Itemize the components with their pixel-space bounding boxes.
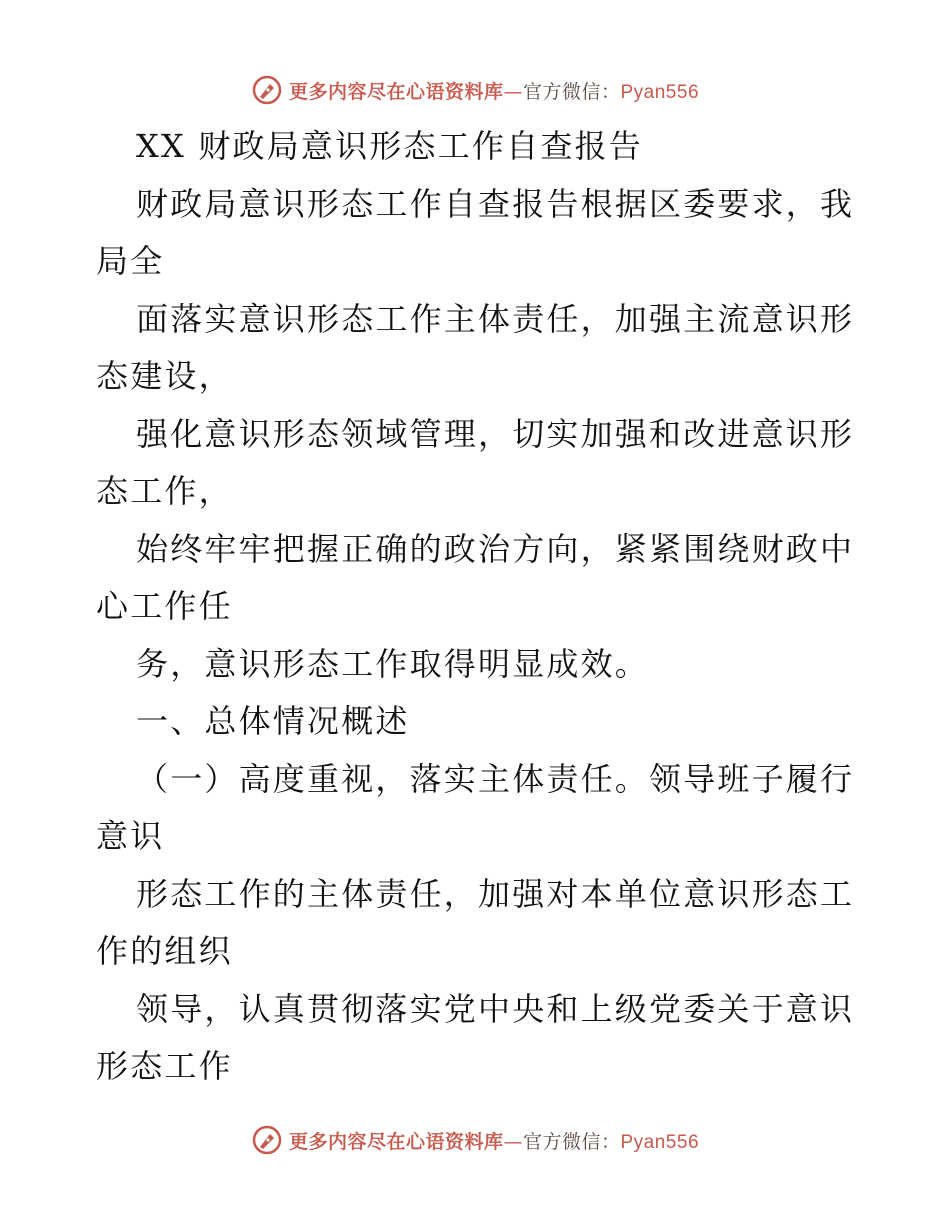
text-line: 局全 <box>96 242 165 280</box>
watermark-wechat-account: Pyan556 <box>620 81 700 103</box>
text-line: 一、总体情况概述 <box>136 702 410 740</box>
watermark-promo: 更多内容尽在心语资料库 <box>288 1130 504 1153</box>
text-line: XX 财政局意识形态工作自查报告 <box>136 127 643 165</box>
footer-watermark <box>0 1120 950 1160</box>
pen-nib-logo-icon <box>251 74 283 106</box>
watermark-promo: 更多内容尽在心语资料库 <box>288 80 504 103</box>
pen-nib-logo-icon <box>251 1124 283 1156</box>
watermark-wechat-account: Pyan556 <box>620 1131 700 1153</box>
text-line: 形态工作 <box>96 1047 233 1085</box>
text-line: 态建设， <box>96 357 233 395</box>
watermark-wechat-label: 官方微信： <box>522 1130 621 1153</box>
text-line: 强化意识形态领域管理，切实加强和改进意识形 <box>136 414 855 453</box>
text-line: 态工作， <box>96 472 233 510</box>
text-line: 形态工作的主体责任，加强对本单位意识形态工 <box>136 874 855 913</box>
text-line: 面落实意识形态工作主体责任，加强主流意识形 <box>136 299 855 338</box>
text-line: 意识 <box>96 817 165 855</box>
header-watermark <box>0 70 950 110</box>
watermark-text <box>289 1127 699 1154</box>
text-line: 始终牢牢把握正确的政治方向，紧紧围绕财政中 <box>136 529 855 568</box>
text-line: 务，意识形态工作取得明显成效。 <box>136 644 650 683</box>
text-line: 财政局意识形态工作自查报告根据区委要求，我 <box>136 184 855 223</box>
document-body <box>96 118 856 1096</box>
watermark-dash: — <box>503 80 523 103</box>
text-line: 作的组织 <box>96 932 233 970</box>
text-line: 领导，认真贯彻落实党中央和上级党委关于意识 <box>136 989 855 1028</box>
watermark-dash: — <box>503 1130 523 1153</box>
text-line: 心工作任 <box>96 587 233 625</box>
text-line: （一）高度重视，落实主体责任。领导班子履行 <box>136 759 855 798</box>
watermark-text <box>289 77 699 104</box>
watermark-wechat-label: 官方微信： <box>522 80 621 103</box>
